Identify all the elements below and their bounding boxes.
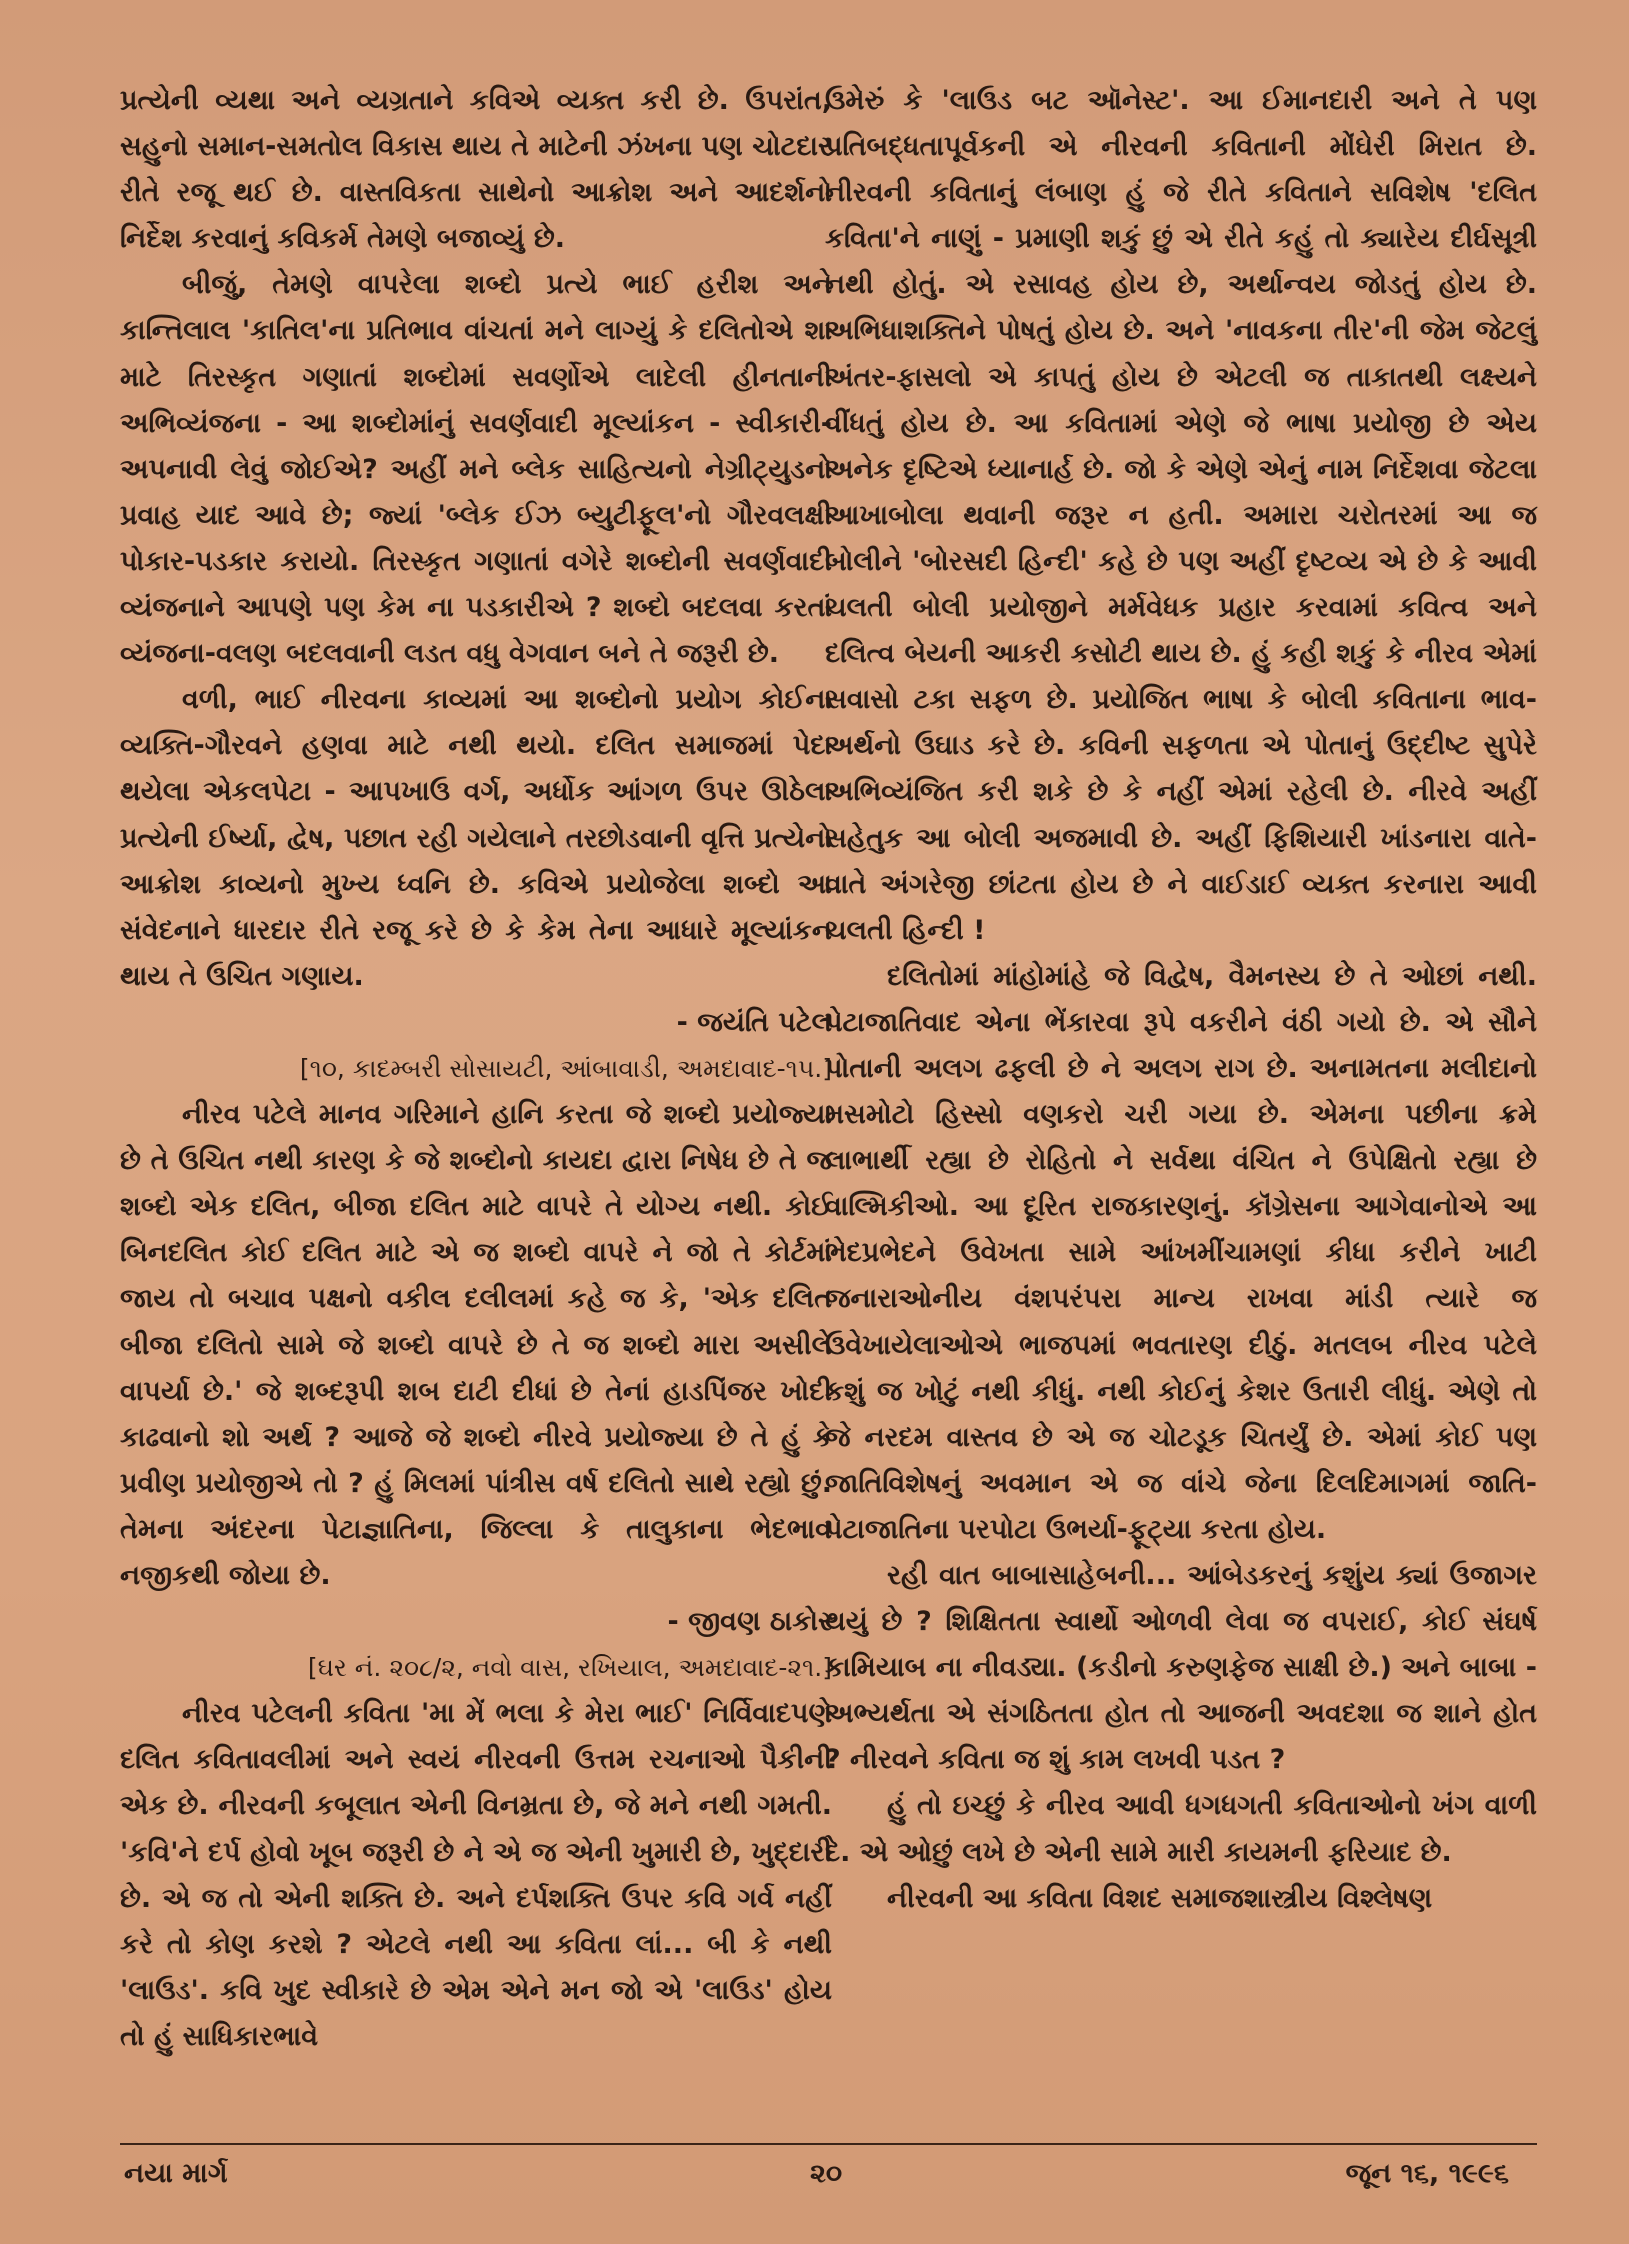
paragraph: નીરવ પટેલની કવિતા 'મા મેં ભલા કે મેરા ભાઈ' નિર્વિવાદપણે દલિત કવિતાવલીમાં અને સ્વયં નીરવની ઉત્તમ રચનાઓ પૈકીની એક છે. નીરવની કબૂલાત એની વિનમ્રતા છે, જે મને નથી ગમતી. 'કવિ'ને દર્પ હોવો ખૂબ જરૂરી છે ને એ જ એની ખુમારી છે, ખુદ્દારી છે. એ જ તો એની શક્તિ છે. અને દર્પશક્તિ ઉપર કવિ ગર્વ નહીં કરે તો કોણ કરશે ? એટલે નથી આ કવિતા લાં... બી કે નથી 'લાઉડ'. કવિ ખુદ સ્વીકારે છે એમ એને મન જો એ 'લાઉડ' હોય તો હું સાધિકારભાવે	[120, 1698, 832, 2052]
footer-rule	[120, 2143, 1537, 2145]
paragraph: નીરવની આ કવિતા વિશદ સમાજશાસ્ત્રીય વિશ્લેષણ	[887, 1882, 1433, 1914]
left-column	[120, 78, 832, 2060]
issue-date: જૂન ૧૬, ૧૯૯૬	[1345, 2158, 1509, 2189]
paragraph: હું તો ઇચ્છું કે નીરવ આવી ધગધગતી કવિતાઓનો ખંગ વાળી દે. એ ઓછું લખે છે એની સામે મારી કાયમની ફરિયાદ છે.	[825, 1790, 1537, 1868]
magazine-name: નયા માર્ગ	[124, 2158, 228, 2189]
paragraph: નીરવ પટેલે માનવ ગરિમાને હાનિ કરતા જે શબ્દો પ્રયોજ્યા છે તે ઉચિત નથી કારણ કે જે શબ્દોનો કાયદા દ્વારા નિષેધ છે તે જ શબ્દો એક દલિત, બીજા દલિત માટે વાપરે તે યોગ્ય નથી. કોઈ બિનદલિત કોઈ દલિત માટે એ જ શબ્દો વાપરે ને જો તે કોર્ટમાં જાય તો બચાવ પક્ષનો વકીલ દલીલમાં કહે જ કે, 'એક દલિત બીજા દલિતો સામે જે શબ્દો વાપરે છે તે જ શબ્દો મારા અસીલે વાપર્યા છે.' જે શબ્દરૂપી શબ દાટી દીધાં છે તેનાં હાડપિંજર ખોદી કાઢવાનો શો અર્થ ? આજે જે શબ્દો નીરવે પ્રયોજ્યા છે તે હું કે પ્રવીણ પ્રયોજીએ તો ? હું મિલમાં પાંત્રીસ વર્ષ દલિતો સાથે રહ્યો છું. તેમના અંદરના પેટાજ્ઞાતિના, જિલ્લા કે તાલુકાના ભેદભાવ નજીકથી જોયા છે.	[120, 1099, 832, 1591]
author-signature: - જયંતિ પટેલ	[676, 1006, 832, 1038]
page-number: ૨૦	[810, 2158, 843, 2189]
author-address: [ઘર નં. ૨૦૮/૨, નવો વાસ, રખિયાલ, અમદાવાદ-૨૧.]	[307, 1653, 832, 1683]
paragraph: વળી, ભાઈ નીરવના કાવ્યમાં આ શબ્દોનો પ્રયોગ કોઈના વ્યક્તિ-ગૌરવને હણવા માટે નથી થયો. દલિત સમાજમાં પેદા થયેલા એકલપેટા - આપખાઉ વર્ગ, અર્ધોક આંગળ ઉપર ઊઠેલા પ્રત્યેની ઈર્ષ્યા, દ્વેષ, પછાત રહી ગયેલાને તરછોડવાની વૃત્તિ પ્રત્યેનો આક્રોશ કાવ્યનો મુખ્ય ધ્વનિ છે. કવિએ પ્રયોજેલા શબ્દો આ સંવેદનાને ધારદાર રીતે રજૂ કરે છે કે કેમ તેના આધારે મૂલ્યાંકન થાય તે ઉચિત ગણાય.	[120, 684, 832, 992]
paragraph: ઉમેરું કે 'લાઉડ બટ ઑનેસ્ટ'. આ ઈમાનદારી અને તે પણ પ્રતિબદ્ધતાપૂર્વકની એ નીરવની કવિતાની મોંઘેરી મિરાત છે. નીરવની કવિતાનું લંબાણ હું જે રીતે કવિતાને સવિશેષ 'દલિત કવિતા'ને નાણું - પ્રમાણી શકું છું એ રીતે કહું તો ક્યારેય દીર્ઘસૂત્રી નથી હોતું. એ રસાવહ હોય છે, અર્થાન્વય જોડતું હોય છે. અભિધાશક્તિને પોષતું હોય છે. અને 'નાવકના તીર'ની જેમ જેટલું અંતર-ફાસલો એ કાપતું હોય છે એટલી જ તાકાતથી લક્ષ્યને વીંધતું હોય છે. આ કવિતામાં એણે જે ભાષા પ્રયોજી છે એય અનેક દૃષ્ટિએ ધ્યાનાર્હ છે. જો કે એણે એનું નામ નિર્દેશવા જેટલા આખાબોલા થવાની જરૂર ન હતી. અમારા ચરોતરમાં આ જ બોલીને 'બોરસદી હિન્દી' કહે છે પણ અહીં દૃષ્ટવ્ય એ છે કે આવી ચલતી બોલી પ્રયોજીને મર્મવેધક પ્રહાર કરવામાં કવિત્વ અને દલિત્વ બેયની આકરી કસોટી થાય છે. હું કહી શકું કે નીરવ એમાં સવાસો ટકા સફળ છે. પ્રયોજિત ભાષા કે બોલી કવિતાના ભાવ-અર્થનો ઉઘાડ કરે છે. કવિની સફળતા એ પોતાનું ઉદ્દીષ્ટ સુપેરે અભિવ્યંજિત કરી શકે છે કે નહીં એમાં રહેલી છે. નીરવે અહીં સહેતુક આ બોલી અજમાવી છે. અહીં ફિશિયારી ખાંડનારા વાતે-વાતે અંગરેજી છાંટતા હોય છે ને વાઈડાઈ વ્યક્ત કરનારા આવી ચલતી હિન્દી !	[825, 85, 1537, 946]
paragraph: પ્રત્યેની વ્યથા અને વ્યગ્રતાને કવિએ વ્યક્ત કરી છે. ઉપરાંત, સહુનો સમાન-સમતોલ વિકાસ થાય તે માટેની ઝંખના પણ ચોટદાર રીતે રજૂ થઈ છે. વાસ્તવિકતા સાથેનો આક્રોશ અને આદર્શનો નિર્દેશ કરવાનું કવિકર્મ તેમણે બજાવ્યું છે.	[120, 85, 832, 255]
author-signature: - જીવણ ઠાકોર	[667, 1606, 832, 1638]
author-address: [૧૦, કાદમ્બરી સોસાયટી, આંબાવાડી, અમદાવાદ-૧૫.]	[299, 1053, 832, 1083]
paragraph: રહી વાત બાબાસાહેબની... આંબેડકરનું કશુંય ક્યાં ઉજાગર થયું છે ? શિક્ષિતતા સ્વાર્થો ઓળવી લેવા જ વપરાઈ, કોઈ સંઘર્ષ કામિયાબ ના નીવડ્યા. (કડીનો કરુણફેજ સાક્ષી છે.) અને બાબા - અભ્યર્થતા એ સંગઠિતતા હોત તો આજની અવદશા જ શાને હોત ? નીરવને કવિતા જ શું કામ લખવી પડત ?	[825, 1560, 1537, 1776]
right-column	[825, 78, 1537, 1922]
paragraph: બીજું, તેમણે વાપરેલા શબ્દો પ્રત્યે ભાઈ હરીશ અને કાન્તિલાલ 'કાતિલ'ના પ્રતિભાવ વાંચતાં મને લાગ્યું કે દલિતોએ શા માટે તિરસ્કૃત ગણાતાં શબ્દોમાં સવર્ણોએ લાદેલી હીનતાની અભિવ્યંજના - આ શબ્દોમાંનું સવર્ણવાદી મૂલ્યાંકન - સ્વીકારી-અપનાવી લેવું જોઈએ? અહીં મને બ્લેક સાહિત્યનો નેગ્રીટ્યુડનો પ્રવાહ યાદ આવે છે; જ્યાં 'બ્લેક ઈઝ બ્યુટીફૂલ'નો ગૌરવલક્ષી પોકાર-પડકાર કરાયો. તિરસ્કૃત ગણાતાં વગેરે શબ્દોની સવર્ણવાદી વ્યંજનાને આપણે પણ કેમ ના પડકારીએ ? શબ્દો બદલવા કરતાં વ્યંજના-વલણ બદલવાની લડત વધુ વેગવાન બને તે જરૂરી છે.	[120, 269, 832, 670]
paragraph: દલિતોમાં માંહોમાંહે જે વિદ્વેષ, વૈમનસ્ય છે તે ઓછાં નથી. પેટાજાતિવાદ એના ભેંકારવા રૂપે વકરીને વંઠી ગયો છે. એ સૌને પોતાની અલગ ઢફલી છે ને અલગ રાગ છે. અનામતના મલીદાનો મસમોટો હિસ્સો વણકરો ચરી ગયા છે. એમના પછીના ક્રમે લાભાર્થી રહ્યા છે રોહિતો ને સર્વથા વંચિત ને ઉપેક્ષિતો રહ્યા છે વાલ્મિકીઓ. આ દૂરિત રાજકારણનું. કૉંગ્રેસના આગેવાનોએ આ ભેદપ્રભેદને ઉવેખતા સામે આંખમીંચામણાં કીધા કરીને ખાટી જનારાઓનીય વંશપરંપરા માન્ય રાખવા માંડી ત્યારે જ ઉવેખાયેલાઓએ ભાજપમાં ભવતારણ દીઠું. મતલબ નીરવ પટેલે કશું જ ખોટું નથી કીધું. નથી કોઈનું કેશર ઉતારી લીધું. એણે તો જે નરદમ વાસ્તવ છે એ જ ચોટડૂક ચિતર્યું છે. એમાં કોઈ પણ જાતિવિશેષનું અવમાન એ જ વાંચે જેના દિલદિમાગમાં જાતિ-પેટાજાતિના પરપોટા ઉભર્યા-ફૂટ્યા કરતા હોય.	[825, 960, 1537, 1545]
